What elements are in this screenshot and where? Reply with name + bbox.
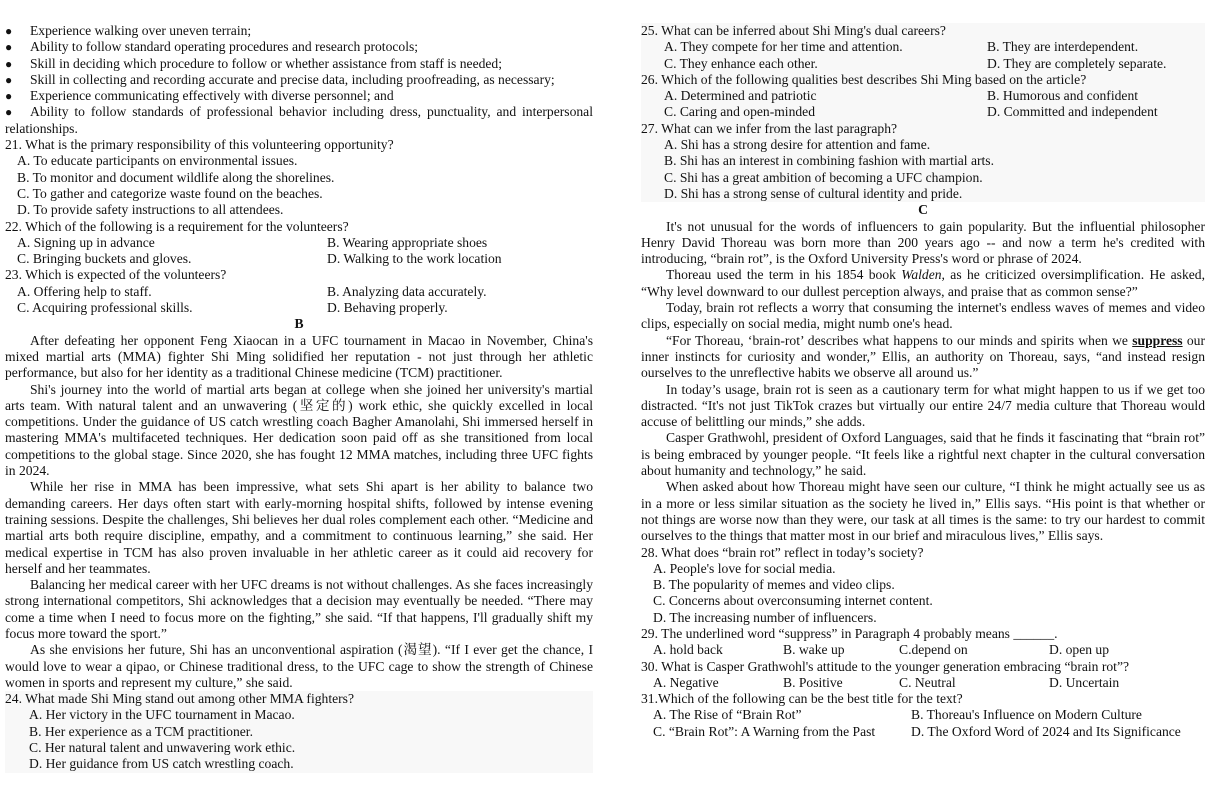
question-stem: 24. What made Shi Ming stand out among other MMA fighters? xyxy=(5,691,354,707)
list-item: ● Experience communicating effectively with diverse personnel; and xyxy=(5,88,394,104)
paragraph: Casper Grathwohl, president of Oxford Languages, said that he finds it fascinating that “brain rot” is being embraced by younger people. “It feels like a rightful next chapter in the cultural conversation about humanity and technology,” he said. xyxy=(641,430,1205,479)
book-title: Walden, xyxy=(901,267,945,283)
option-c: C. Concerns about overconsuming internet content. xyxy=(653,593,933,609)
left-column xyxy=(5,23,593,773)
question-stem: 25. What can be inferred about Shi Ming's dual careers? xyxy=(641,23,946,38)
question-stem: 26. Which of the following qualities best describes Shi Ming based on the article? xyxy=(641,71,1087,87)
question-24 xyxy=(5,691,593,772)
question-30 xyxy=(641,659,1205,692)
paragraph: “For Thoreau, ‘brain-rot’ describes what happens to our minds and spirits when we suppress our inner instincts for curiosity and wonder,” Ellis, an authority on Thoreau, says, “and instead resign ourselves to the unreflective habits we observe all around us.” xyxy=(641,332,1205,381)
option-a: A. hold back xyxy=(653,642,723,658)
paragraph: Balancing her medical career with her UFC dreams is not without challenges. As she faces increasingly strong international competitors, Shi acknowledges that a decision may eventually be needed. “There may come a time when I need to focus more on the fighting,” she said. “If that happens, I'll gradually shift my focus more toward the sport.” xyxy=(5,577,593,641)
option-b: B. The popularity of memes and video clips. xyxy=(653,577,895,593)
paragraph: When asked about how Thoreau might have seen our culture, “I think he might actually see us as in a more or less similar situation as the society he lived in,” Ellis says. “His point is that whether or not things are worse now than they were, our task at all times is the same: to try our hardest to commit ourselves to the things that matter most in our brief and miraculous lives,” Ellis says. xyxy=(641,479,1205,544)
passage-b xyxy=(5,333,593,692)
question-stem: 22. Which of the following is a requirement for the volunteers? xyxy=(5,218,349,234)
option-b: B. They are interdependent. xyxy=(987,39,1139,55)
question-22 xyxy=(5,219,593,268)
option-b: B. Humorous and confident xyxy=(987,88,1139,104)
bullet-icon: ● xyxy=(5,89,13,104)
option-b: B. Wearing appropriate shoes xyxy=(327,234,488,250)
bullet-icon: ● xyxy=(5,40,13,55)
section-c-heading: C xyxy=(918,202,928,218)
list-item: ● Ability to follow standard operating procedures and research protocols; xyxy=(5,39,419,55)
option-c: C. Neutral xyxy=(899,674,956,690)
option-c: C. “Brain Rot”: A Warning from the Past xyxy=(653,723,876,739)
option-d: D. Behaving properly. xyxy=(327,300,448,316)
option-a: A. To educate participants on environmental issues. xyxy=(17,153,298,169)
option-b: B. Her experience as a TCM practitioner. xyxy=(29,723,253,739)
right-column xyxy=(641,23,1205,740)
passage-c xyxy=(641,219,1205,545)
question-26 xyxy=(641,72,1205,121)
question-25 xyxy=(641,23,1205,72)
paragraph: Today, brain rot reflects a worry that consuming the internet's endless waves of memes and video clips, especially on social media, might numb one's head. xyxy=(641,300,1205,332)
option-d: D. They are completely separate. xyxy=(987,55,1167,71)
option-d: D. Her guidance from US catch wrestling coach. xyxy=(29,756,294,772)
option-c: C. Caring and open-minded xyxy=(664,104,816,120)
questions-25-27 xyxy=(641,23,1205,202)
bullet-icon: ● xyxy=(5,24,13,38)
bullet-icon: ● xyxy=(5,56,13,71)
option-a: A. They compete for her time and attention. xyxy=(664,39,903,55)
option-d: D. The Oxford Word of 2024 and Its Significance xyxy=(911,723,1181,739)
option-a: A. Negative xyxy=(653,674,719,690)
option-c: C. They enhance each other. xyxy=(664,55,818,71)
paragraph: In today’s usage, brain rot is seen as a cautionary term for what might happen to us if we get too distracted. “It's not just TikTok crazes but virtually our entire 24/7 media culture that Thoreau would accuse of belittling our minds,” she adds. xyxy=(641,381,1205,430)
option-a: A. Signing up in advance xyxy=(17,234,155,250)
option-b: B. Positive xyxy=(783,674,843,690)
option-a: A. Determined and patriotic xyxy=(664,88,817,104)
question-28 xyxy=(641,545,1205,626)
option-b: B. wake up xyxy=(783,642,845,658)
option-d: D. To provide safety instructions to all attendees. xyxy=(17,202,284,218)
option-a: A. People's love for social media. xyxy=(653,560,836,576)
question-stem: 31.Which of the following can be the best title for the text? xyxy=(641,691,963,707)
list-item: ● Experience walking over uneven terrain; xyxy=(5,23,252,38)
option-b: B. Shi has an interest in combining fashion with martial arts. xyxy=(664,153,994,169)
question-stem: 28. What does “brain rot” reflect in today’s society? xyxy=(641,544,924,560)
option-a: A. Offering help to staff. xyxy=(17,283,152,299)
option-c: C.depend on xyxy=(899,642,968,658)
option-a: A. Shi has a strong desire for attention and fame. xyxy=(664,137,931,153)
option-d: D. The increasing number of influencers. xyxy=(653,609,877,625)
option-b: B. To monitor and document wildlife along the shorelines. xyxy=(17,169,335,185)
option-a: A. The Rise of “Brain Rot” xyxy=(653,707,802,723)
paragraph: As she envisions her future, Shi has an unconventional aspiration (渴望). “If I ever get the chance, I would love to wear a qipao, or Chinese traditional dress, to the UFC cage to show the strength of Chinese women in sports and represent my culture,” she said. xyxy=(5,642,593,690)
paragraph: After defeating her opponent Feng Xiaocan in a UFC tournament in Macao in November, China's mixed martial arts (MMA) fighter Shi Ming solidified her reputation - not just through her athletic performance, but also for her identity as a traditional Chinese medicine (TCM) practitioner. xyxy=(5,332,593,381)
list-item: ● Skill in collecting and recording accurate and precise data, including proofreading, as necessary; xyxy=(5,71,555,87)
question-23 xyxy=(5,267,593,316)
option-d: D. Shi has a strong sense of cultural identity and pride. xyxy=(664,185,963,201)
question-stem: 29. The underlined word “suppress” in Paragraph 4 probably means ______. xyxy=(641,625,1058,641)
bullet-icon: ● xyxy=(5,105,13,120)
question-31 xyxy=(641,691,1205,740)
paragraph: It's not unusual for the words of influencers to gain popularity. But the influential philosopher Henry David Thoreau was born more than 200 years ago -- and now a term he's credited with introducing, “brain rot”, is the Oxford University Press's word or phrase of 2024. xyxy=(641,218,1205,267)
option-c: C. Bringing buckets and gloves. xyxy=(17,251,192,267)
option-b: B. Thoreau's Influence on Modern Culture xyxy=(911,707,1142,723)
section-b-heading: B xyxy=(294,316,304,332)
option-c: C. To gather and categorize waste found on the beaches. xyxy=(17,185,323,201)
list-item: ● Skill in deciding which procedure to follow or whether assistance from staff is needed; xyxy=(5,55,503,71)
question-29 xyxy=(641,626,1205,659)
list-item: ● Ability to follow standards of professional behavior including dress, punctuality, and interpersonal relationships. xyxy=(5,104,593,136)
option-d: D. Committed and independent xyxy=(987,104,1158,120)
question-stem: 21. What is the primary responsibility of this volunteering opportunity? xyxy=(5,137,394,153)
question-21 xyxy=(5,137,593,218)
bullet-icon: ● xyxy=(5,72,13,87)
paragraph: While her rise in MMA has been impressive, what sets Shi apart is her ability to balance two demanding careers. Her days often start with early-morning hospital shifts, followed by intense evening training sessions. Despite the challenges, Shi believes her dual roles complement each other. “Medicine and martial arts both require discipline, empathy, and a commitment to continuous learning,” she said. Her medical expertise in TCM has also proven invaluable in her athletic career as it could aid recovery for herself and her teammates. xyxy=(5,479,593,576)
paragraph: Thoreau used the term in his 1854 book Walden, as he criticized oversimplification. He asked, “Why level downward to our dullest perception always, and praise that as common sense?” xyxy=(641,267,1205,299)
option-d: D. Uncertain xyxy=(1049,674,1120,690)
requirements-list xyxy=(5,23,593,137)
option-c: C. Shi has a great ambition of becoming a UFC champion. xyxy=(664,169,983,185)
question-stem: 27. What can we infer from the last paragraph? xyxy=(641,120,898,136)
option-c: C. Acquiring professional skills. xyxy=(17,300,193,316)
option-b: B. Analyzing data accurately. xyxy=(327,283,487,299)
option-a: A. Her victory in the UFC tournament in Macao. xyxy=(29,707,295,723)
underlined-word: suppress xyxy=(1132,332,1183,348)
option-c: C. Her natural talent and unwavering work ethic. xyxy=(29,740,296,756)
option-d: D. open up xyxy=(1049,642,1110,658)
question-stem: 23. Which is expected of the volunteers? xyxy=(5,267,227,283)
question-stem: 30. What is Casper Grathwohl's attitude to the younger generation embracing “brain rot”? xyxy=(641,658,1130,674)
paragraph: Shi's journey into the world of martial arts began at college when she joined her university's martial arts team. With natural talent and an unwavering (坚定的) work ethic, she quickly excelled in local competitions. Under the guidance of US catch wrestling coach Bagher Amanolahi, Shi immersed herself in mastering MMA's multifaceted techniques. Her dedication soon paid off as she transitioned from local competitions to the global stage. Since 2020, she has fought 12 MMA matches, including three UFC fights in 2024. xyxy=(5,381,593,479)
option-d: D. Walking to the work location xyxy=(327,251,502,267)
question-27 xyxy=(641,121,1205,202)
